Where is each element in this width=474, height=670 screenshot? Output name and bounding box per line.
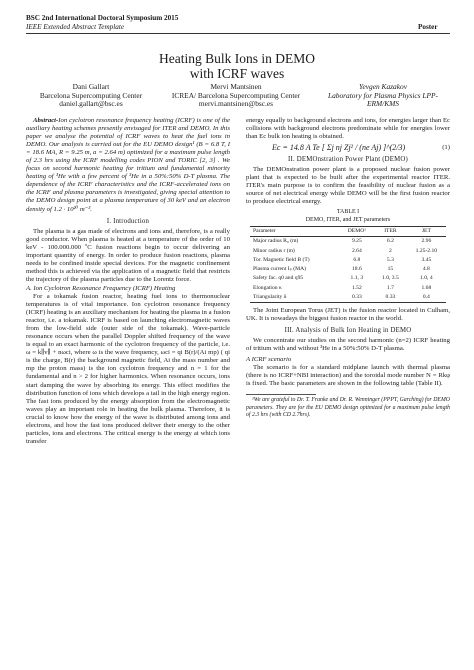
table-caption-title: DEMO, ITER, and JET parameters	[305, 216, 391, 223]
analysis-paragraph: We concentrate our studies on the second harmonic (n=2) ICRF heating of tritium with and without ³He in a 50%:50% D-T plasma.	[246, 337, 450, 353]
template-label: IEEE Extended Abstract Template	[26, 23, 125, 31]
table-cell: 6.2	[386, 238, 394, 245]
subsection-heading-scenario: A ICRF scenario	[246, 356, 292, 364]
table-row	[250, 293, 446, 303]
right-column	[246, 117, 450, 419]
table-cell: Tor. Magnetic field B (T)	[253, 256, 310, 263]
table-cell: 1.25-2.10	[415, 247, 438, 254]
table-cell: 15	[387, 266, 394, 273]
table-header-cell: JET	[407, 227, 446, 237]
equation-1	[246, 144, 450, 152]
intro-paragraph-2: For a tokamak fusion reactor, heating fuel ions to thermonuclear temperatures is of vital importance. Ion cyclotron resonance frequency (ICRF) heating is an auxiliary mechanism for heating the plasma in a fusion reactor, i.e. a tokamak. ICRF is based on launching electromagnetic waves from the low-field side (outer side of the tokamak). Wave-particle resonance occurs when the parallel Doppler shifted frequency of the wave is equal to an exact harmonic of the cyclotron frequency of the particle, i.e. ω = k∥v∥ + nωci, where ω is the wave frequency, ωci = qi B(r)/(Ai mp) ( qi is the charge, B(r) the background magnetic field, Ai the mass number and mp the proton mass) is the ion cyclotron frequency and n = 1 for the fundamental and n > 2 for higher harmonics. When resonance occurs, ions start damping the wave by absorbing its energy. This effect modifies the distribution function of ions which develops a tail in the high energy region. The fast ions produced by the energy absorption from the electromagnetic waves play an important role in heating the bulk plasma. Therefore, it is crucial to know how the energy of the wave is distributed among ions and electrons, and how the fast ions produced deliver their energy to the other particles, ions and electrons. The critical energy is the energy at which ions transfer	[26, 292, 230, 445]
author-email: daniel.gallart@bsc.es	[59, 99, 123, 109]
table-cell: 18.6	[351, 266, 362, 273]
table-cell: 1.0, 3.5	[382, 275, 399, 282]
footnote: ¹We are grateful to Dr. T. Franke and Dr. R. Wenninger (PPPT, Garching) for DEMO parameters. They are for the EU DEMO design optimized for a maximum pulse length of 2.3 hrs (with CD 2.7hrs).	[246, 397, 450, 418]
table-cell: 2	[389, 247, 392, 254]
parameters-table	[250, 226, 446, 303]
table-row	[250, 237, 446, 247]
author-block-3	[316, 83, 450, 109]
author-name: Dani Gallart	[72, 82, 110, 91]
table-cell: 5.3	[386, 256, 394, 263]
author-affiliation: ICREA/ Barcelona Supercomputing Center	[171, 90, 301, 100]
author-email: mervi.mantsinen@bsc.es	[198, 99, 274, 109]
table-cell: Plasma current Iₚ (MA)	[253, 266, 307, 273]
table-cell: 2.64	[351, 247, 362, 254]
author-affiliation: Barcelona Supercomputing Center	[39, 90, 143, 100]
equation-body: Ec = 14.8 A Te [ Σj nj Zj² / (ne Aj) ]^(2/3)	[272, 143, 406, 153]
table-cell: 0.33	[340, 293, 375, 303]
author-name: Yevgen Kazakov	[359, 82, 407, 91]
table-cell: Safety fac. q0 and q95	[253, 275, 304, 282]
table-cell: 1.7	[386, 284, 394, 291]
table-header-cell: Parameter	[250, 227, 340, 237]
table-row	[250, 265, 446, 274]
author-affiliation: Laboratory for Plasma Physics LPP-	[327, 90, 439, 100]
author-name: Mervi Mantsinen	[210, 82, 262, 91]
author-email: ERM/KMS	[366, 99, 400, 109]
abstract-text: Ion cyclotron resonance frequency heating (ICRF) is one of the auxiliary heating schemes presently envisaged for ITER and DEMO. In this paper we analyse the potential of ICRF waves to heat the fuel ions in DEMO. Our analysis is carried out for the EU DEMO design¹ (B = 6.8 T, I = 18.6 MA, R = 9.25 m, a = 2.64 m) optimized for a maximum pulse length of 2.3 hrs using the ICRF modelling codes PION and TORIC [2, 3] . We focus on second harmonic heating for tritium and fundamental minority heating of ³He with a few percent of ³He in a 50%:50% D-T plasma. The dependence of the ICRF characteristics and the ICRF-accelerated ions on the ICRF and plasma parameters is investigated, giving special attention to the DEMO design point at a plasma temperature of 30 keV and an electron density of 1.2 · 10²⁰ m⁻³.	[26, 117, 230, 213]
intro-paragraph-1: The plasma is a gas made of electrons and ions and, therefore, is a really good conductor. When plasma is heated at a temperature of the order of 10 keV - 100.000.000 ºC fusion reactions begin to occur delivering an important quantity of energy. In order to produce fusion reactions, plasma needs to be confined inside special devices. For the magnetic confinement method this is achieved via the application of a magnetic field that restricts the trajectory of the plasma particles due to the Lorentz force.	[26, 227, 230, 283]
table-row	[250, 274, 446, 283]
paper-title-line1: Heating Bulk Ions in DEMO	[159, 51, 315, 66]
table-caption-number: TABLE I	[336, 209, 360, 216]
table-cell: Triangularity δ	[250, 293, 340, 303]
section-heading-demo: II. DEMOnstration Power Plant (DEMO)	[288, 156, 408, 164]
paper-title-line2: with ICRF waves	[189, 66, 285, 81]
table-header-cell: ITER	[374, 227, 407, 237]
table-cell: 3.45	[421, 256, 432, 263]
table-cell: Elongation κ	[253, 284, 282, 291]
paper-type: Poster	[418, 23, 438, 31]
scenario-paragraph: The scenario is for a standard midplane launch with thermal plasma (there is no ICRF+NBI interaction) and the toroidal mode number N = Rkφ is fixed. The basic parameters are shown in the following table (Table II).	[246, 364, 450, 388]
left-column	[26, 117, 230, 446]
critical-energy-paragraph: energy equally to background electrons and ions, for energies larger than Ec collisions with background electrons predominate while for energies lower than Ec bulk ion heating is obtained.	[246, 117, 450, 141]
table-cell: 1.1, 3	[350, 275, 364, 282]
table-cell: Minor radius r (m)	[253, 247, 295, 254]
table-cell: 0.4	[407, 293, 446, 303]
table-cell: 1.0, 4	[420, 275, 433, 282]
table-row	[250, 256, 446, 265]
table-cell: 2.96	[421, 238, 432, 245]
table-cell: 0.33	[374, 293, 407, 303]
author-block-1	[26, 83, 156, 109]
table-cell: 1.68	[421, 284, 432, 291]
footnote-rule	[246, 394, 316, 395]
author-block-2	[160, 83, 312, 109]
table-header-cell: DEMO¹	[340, 227, 375, 237]
section-heading-analysis: III. Analysis of Bulk Ion Heating in DEMO	[284, 327, 412, 334]
table-cell: 9.25	[351, 238, 362, 245]
abstract	[26, 117, 230, 214]
table-cell: 1.52	[351, 284, 362, 291]
table-header-row	[250, 227, 446, 237]
table-cell: Major radius R₀ (m)	[253, 238, 299, 245]
equation-number: (1)	[442, 144, 450, 152]
subsection-heading-icrf: A. Ion Cyclotron Resonance Frequency (ICRF) Heating	[26, 284, 176, 292]
table-row	[250, 247, 446, 256]
section-heading-introduction: I. Introduction	[106, 217, 150, 225]
table-cell: 6.8	[353, 256, 361, 263]
abstract-label: Abstract-	[33, 117, 59, 124]
demo-paragraph: The DEMOnstration power plant is a proposed nuclear fusion power plant that is expected to be built after the experimental reactor ITER. ITER's main purpose is to confirm the feasibility of nuclear fusion as a source of net electrical energy while DEMO will be the first fusion reactor to produce electrical energy.	[246, 166, 450, 206]
header-rule	[26, 33, 450, 34]
jet-paragraph: The Joint European Torus (JET) is the fusion reactor located in Culham, UK. It is nowadays the biggest fusion reactor in the world.	[246, 306, 450, 322]
table-row	[250, 284, 446, 293]
conference-name: BSC 2nd International Doctoral Symposium 2015	[26, 14, 179, 22]
table-cell: 4.8	[422, 266, 430, 273]
